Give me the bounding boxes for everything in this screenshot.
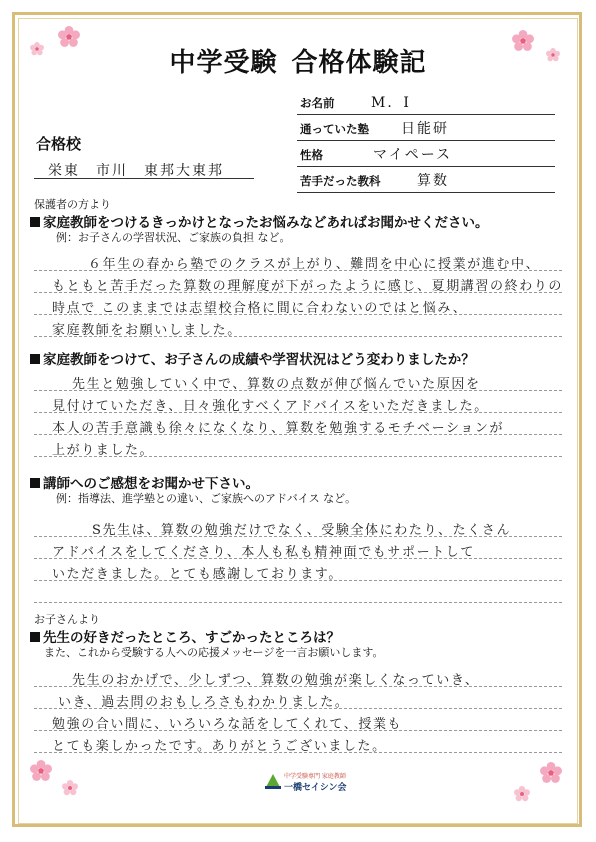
name-label: お名前 xyxy=(300,96,335,110)
name-value: M．I xyxy=(371,95,411,111)
logo-name: 一橋セイシン会 xyxy=(284,783,347,793)
guardian-question-1-text: 家庭教師をつけるきっかけとなったお悩みなどあればお聞かせください。 xyxy=(43,215,489,231)
flower-icon xyxy=(514,786,530,802)
logo-mark-icon xyxy=(264,773,282,791)
weak-subject-value: 算数 xyxy=(417,173,449,189)
guardian-answer-1-line: もともと苦手だった算数の理解度が下がったように感じ、夏期講習の終わりの xyxy=(52,279,564,294)
guardian-answer-2-line: 見付けていただき、日々強化すべくアドバイスをいただきました。 xyxy=(52,399,489,414)
cram-school-label: 通っていた塾 xyxy=(300,122,369,136)
passed-school-value: 栄東 市川 東邦大東邦 xyxy=(48,163,224,179)
child-answer-line: 先生のおかげで、少しずつ、算数の勉強が楽しくなっていき、 xyxy=(72,673,480,688)
child-answer-line: とても楽しかったです。ありがとうございました。 xyxy=(52,739,387,754)
personality-label: 性格 xyxy=(300,148,323,162)
child-question-sub: また、これから受験する人への応援メッセージを一言お願いします。 xyxy=(44,646,384,659)
guardian-question-2 xyxy=(30,348,475,368)
flower-icon xyxy=(540,762,562,784)
answer-rule xyxy=(34,602,562,603)
passed-school-label: 合格校 xyxy=(36,135,82,153)
logo-tagline: 中学受験専門 家庭教師 xyxy=(284,773,346,780)
guardian-question-3 xyxy=(30,472,259,492)
guardian-answer-2-line: 本人の苦手意識も徐々になくなり、算数を勉強するモチベーションが xyxy=(52,421,505,436)
child-question-text: 先生の好きだったところ、すごかったところは？ xyxy=(43,630,340,646)
title-left: 中学受験 xyxy=(169,48,278,78)
info-row-weak-subject xyxy=(297,170,555,193)
page-title xyxy=(0,42,596,79)
info-row-school xyxy=(297,118,555,141)
personality-value: マイペース xyxy=(373,147,453,163)
guardian-question-1-example: 例：お子さんの学習状況、ご家族の負担 など。 xyxy=(56,231,291,244)
weak-subject-label: 苦手だった教科 xyxy=(300,174,381,188)
child-answer-line: いき、過去問のおもしろさもわかりました。 xyxy=(58,695,350,710)
info-row-name xyxy=(297,92,555,115)
info-row-personality xyxy=(297,144,555,167)
guardian-answer-2-line: 上がりました。 xyxy=(52,443,155,458)
flower-icon xyxy=(62,780,78,796)
guardian-answer-2-line: 先生と勉強していく中で、算数の点数が伸び悩んでいた原因を xyxy=(72,377,481,392)
passed-school-underline xyxy=(34,178,254,179)
title-right: 合格体験記 xyxy=(291,48,427,78)
guardian-answer-3-line: いただきました。とても感謝しております。 xyxy=(52,567,343,582)
guardian-section-label: 保護者の方より xyxy=(34,198,111,211)
guardian-answer-1-line: 時点で このままでは志望校合格に間に合わないのではと悩み、 xyxy=(52,301,468,316)
company-logo xyxy=(264,771,384,793)
guardian-answer-1-line: 家庭教師をお願いしました。 xyxy=(52,323,242,338)
guardian-question-3-text: 講師へのご感想をお聞かせ下さい。 xyxy=(43,476,259,492)
child-section-label: お子さんより xyxy=(34,613,100,626)
flower-icon xyxy=(30,760,52,782)
guardian-question-2-text: 家庭教師をつけて、お子さんの成績や学習状況はどう変わりましたか？ xyxy=(43,352,475,368)
cram-school-value: 日能研 xyxy=(401,121,449,137)
guardian-question-3-example: 例：指導法、進学塾との違い、ご家族へのアドバイス など。 xyxy=(56,492,357,505)
guardian-question-1 xyxy=(30,211,489,231)
guardian-answer-1-line: ６年生の春から塾でのクラスが上がり、難問を中心に授業が進む中、 xyxy=(88,257,541,272)
child-answer-line: 勉強の合い間に、いろいろな話をしてくれて、授業も xyxy=(52,717,403,732)
guardian-answer-3-line: アドバイスをしてくださり、本人も私も精神面でもサポートして xyxy=(52,545,476,560)
child-question xyxy=(30,626,340,646)
guardian-answer-3-line: S先生は、算数の勉強だけでなく、受験全体にわたり、たくさん xyxy=(92,523,512,538)
